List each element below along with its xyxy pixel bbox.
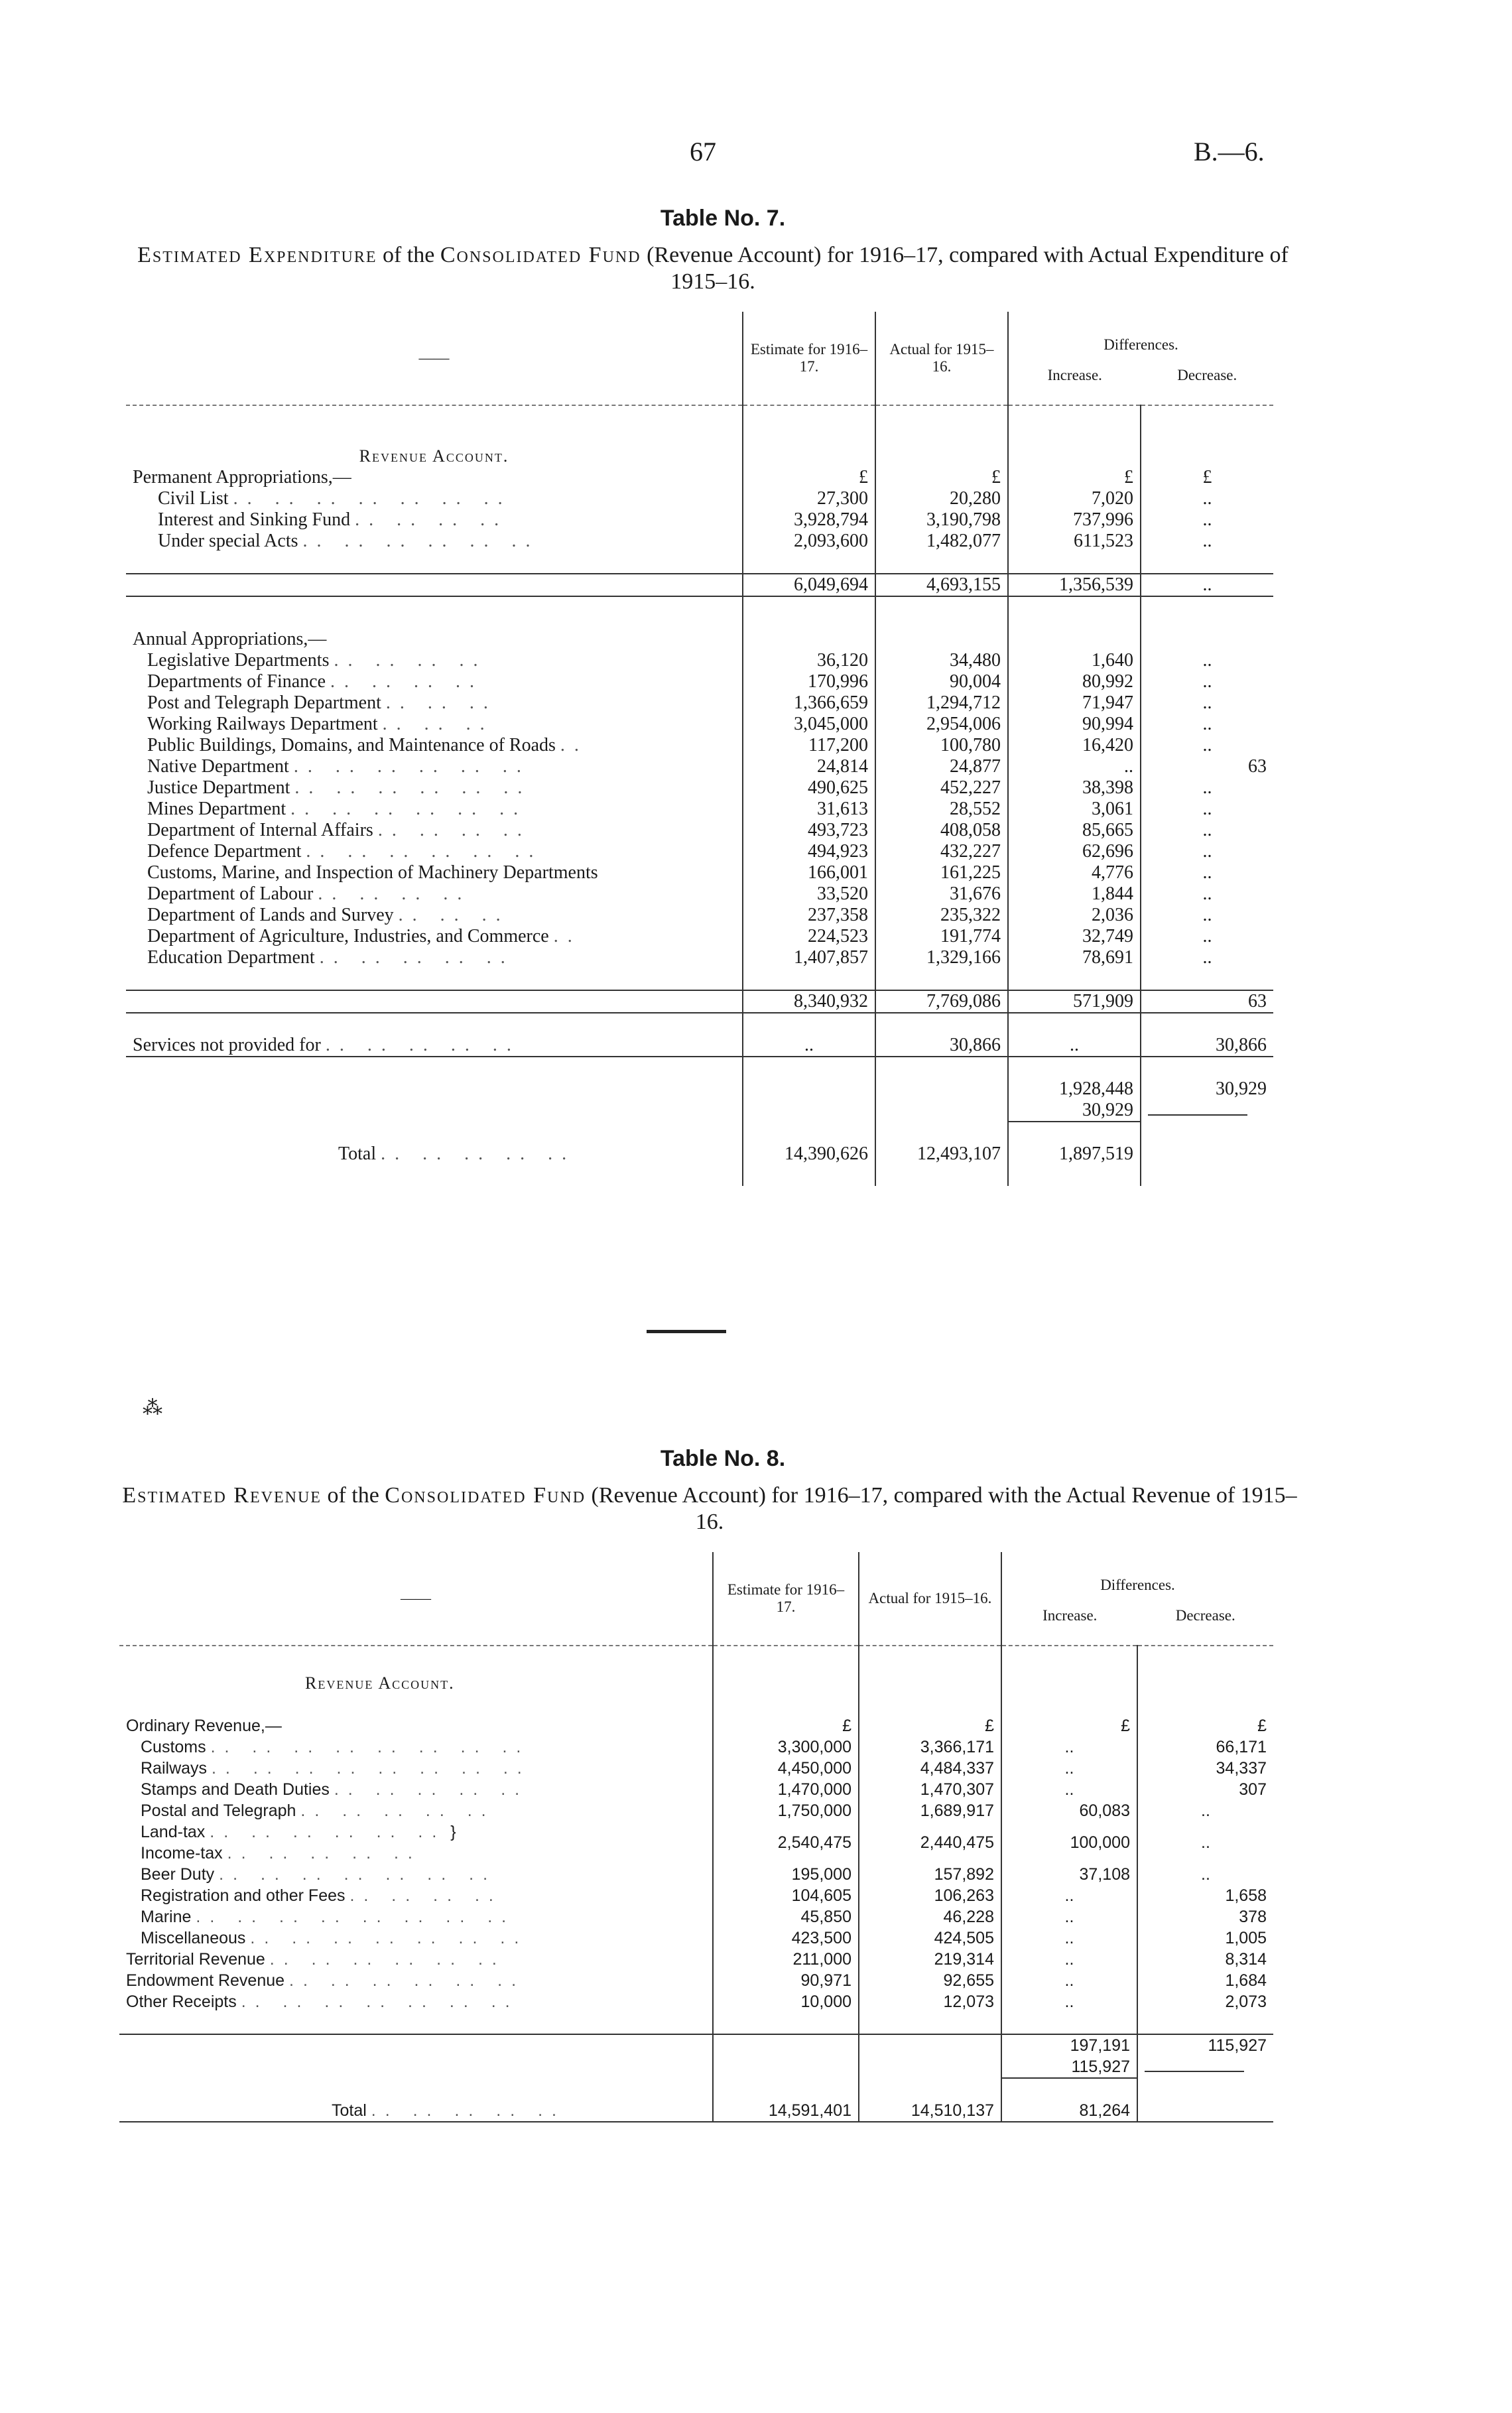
table7 [126,312,1273,1186]
table8-header-estimate: Estimate for 1916–17. [713,1552,859,1646]
table-row: Land-tax .. .. .. .. .. .. } Income-tax .. .. .. .. .. 2,540,475 2,440,475 100,000 .. [119,1821,1273,1864]
table-row: Railways .. .. .. .. .. .. .. .. 4,450,000 4,484,337 .. 34,337 [119,1758,1273,1779]
table-row: Civil List .. .. .. .. .. .. .. 27,300 20,280 7,020 .. [126,488,1273,509]
table-row: Marine .. .. .. .. .. .. .. .. 45,850 46,228 .. 378 [119,1906,1273,1927]
total-label: Total [338,1143,377,1164]
table-row: Public Buildings, Domains, and Maintenance of Roads .. 117,200 100,780 16,420 .. [126,735,1273,756]
table8-header-decrease: Decrease. [1175,1607,1235,1624]
table7-header-decrease: Decrease. [1177,367,1237,383]
subtotal-row: 6,049,694 4,693,155 1,356,539 .. [126,574,1273,596]
table-row: Mines Department .. .. .. .. .. .. 31,613 28,552 3,061 .. [126,799,1273,820]
table-row: Post and Telegraph Department .. .. .. 1,366,659 1,294,712 71,947 .. [126,692,1273,714]
table-row: Defence Department .. .. .. .. .. .. 494,923 432,227 62,696 .. [126,841,1273,862]
unit-increase: £ [1008,467,1141,488]
table-row: Stamps and Death Duties .. .. .. .. .. 1,470,000 1,470,307 .. 307 [119,1779,1273,1800]
difference-less-row: 115,927 [119,2056,1273,2078]
table-row: Interest and Sinking Fund .. .. .. .. 3,928,794 3,190,798 737,996 .. [126,509,1273,531]
table-row: Beer Duty .. .. .. .. .. .. .. 195,000 157,892 37,108 .. [119,1864,1273,1885]
total-row: Total .. .. .. .. .. 14,591,401 14,510,137 81,264 [119,2100,1273,2122]
section-divider [647,1330,726,1333]
ordinary-revenue-label: Ordinary Revenue,— [126,1717,282,1735]
page-header [0,136,1512,176]
difference-sum-row: 197,191 115,927 [119,2034,1273,2056]
annual-appropriations-label: Annual Appropriations,— [133,629,327,649]
table-row: Native Department .. .. .. .. .. .. 24,814 24,877 .. 63 [126,756,1273,777]
total-label: Total [332,2101,367,2120]
services-label: Services not provided for [133,1035,321,1055]
table7-label: Table No. 7. [660,206,786,231]
table-row: Registration and other Fees .. .. .. .. 104,605 106,263 .. 1,658 [119,1885,1273,1906]
row-name: Civil List [158,488,229,509]
table8-label: Table No. 8. [660,1446,786,1471]
stray-mark: ⁂ [143,1397,162,1419]
table-row: Legislative Departments .. .. .. .. 36,120 34,480 1,640 .. [126,650,1273,671]
table-row: Working Railways Department .. .. .. 3,045,000 2,954,006 90,994 .. [126,714,1273,735]
table8-header-increase: Increase. [1042,1607,1098,1624]
unit-actual: £ [875,467,1008,488]
table-row: Other Receipts .. .. .. .. .. .. .. 10,000 12,073 .. 2,073 [119,1991,1273,2012]
table8-header-differences: Differences. [1100,1577,1175,1593]
table-row: Endowment Revenue .. .. .. .. .. .. 90,971 92,655 .. 1,684 [119,1970,1273,1991]
total-row: Total .. .. .. .. .. 14,390,626 12,493,107 1,897,519 [126,1143,1273,1165]
table7-section-heading: Revenue Account. [359,446,509,466]
table7-header-estimate: Estimate for 1916–17. [743,312,875,405]
table-row: Department of Lands and Survey .. .. .. 237,358 235,322 2,036 .. [126,905,1273,926]
unit-estimate: £ [743,467,875,488]
table7-header-differences: Differences. [1103,336,1178,353]
table-row: Justice Department .. .. .. .. .. .. 490,625 452,227 38,398 .. [126,777,1273,799]
table-row: Services not provided for .. .. .. .. .. .. 30,866 .. 30,866 [126,1035,1273,1057]
table8-section-heading: Revenue Account. [305,1673,455,1693]
table-row: Department of Internal Affairs .. .. .. .. 493,723 408,058 85,665 .. [126,820,1273,841]
difference-sum-row: 1,928,448 30,929 [126,1078,1273,1100]
table-row: Under special Acts .. .. .. .. .. .. 2,093,600 1,482,077 611,523 .. [126,531,1273,552]
table-row: Miscellaneous .. .. .. .. .. .. .. 423,500 424,505 .. 1,005 [119,1927,1273,1949]
table-row: Department of Labour .. .. .. .. 33,520 31,676 1,844 .. [126,883,1273,905]
table8: —— Estimate for 1916–17. Actual for 1915–16. Differences. Increase. Decrease. Revenue Account. Ordinary Revenue,— £ £ £ £ Customs .. .. .. .. .. .. .. .. 3,300,000 3,366,171 .. 66,171 Railways .. .. .. .. .. .. .. .. 4,450,000 4,484,337 .. 34,337 Stamps and Death Duties .. .. .. .. .. 1,470,000 1,470,307 .. 307 Postal and Telegraph .. .. .. .. .. 1,750,000 1,689,917 60,083 .. Land-tax .. .. .. .. .. .. } Income-tax .. .. .. .. .. 2,540,475 2,440,475 100,000 .. Beer Duty .. .. .. .. .. .. .. 195,000 157,892 37,108 .. Registration and other Fees .. .. .. .. 104,605 106,263 .. 1,658 Marine .. .. .. .. .. .. .. .. 45,850 46,228 .. 378 Miscellaneous .. .. .. .. .. .. .. 423,500 424,505 .. 1,005 Territorial Revenue .. .. .. .. .. .. 211,000 219,314 .. 8,314 Endowment Revenue .. .. .. .. .. .. 90,971 92,655 .. 1,684 Other Receipts .. .. .. .. .. .. .. 10,000 12,073 .. 2,073 197,191 115,927 115,927 Total .. .. .. .. .. 14,591,401 14,510,137 81,264 [119,1552,1273,2122]
table7-header-blank: —— [418,350,450,366]
subtotal-row: 8,340,932 7,769,086 571,909 63 [126,990,1273,1013]
table7-header-actual: Actual for 1915–16. [875,312,1008,405]
page-number: 67 [690,137,716,166]
table8-header-actual: Actual for 1915–16. [859,1552,1001,1646]
table-row: Education Department .. .. .. .. .. 1,407,857 1,329,166 78,691 .. [126,947,1273,968]
table7-caption: Estimated Expenditure of the Consolidated Fund (Revenue Account) for 1916–17, compared with Actual Expenditure of 1915–16. [137,243,1289,294]
page-reference: B.—6. [1194,137,1265,166]
table-row: Customs, Marine, and Inspection of Machinery Departments 166,001 161,225 4,776 .. [126,862,1273,883]
table7-header-increase: Increase. [1047,367,1102,383]
table-row: Postal and Telegraph .. .. .. .. .. 1,750,000 1,689,917 60,083 .. [119,1800,1273,1821]
table-row: Department of Agriculture, Industries, and Commerce .. 224,523 191,774 32,749 .. [126,926,1273,947]
unit-decrease: £ [1141,467,1273,488]
table-row: Customs .. .. .. .. .. .. .. .. 3,300,000 3,366,171 .. 66,171 [119,1736,1273,1758]
difference-less-row: 30,929 [126,1100,1273,1122]
table-row: Departments of Finance .. .. .. .. 170,996 90,004 80,992 .. [126,671,1273,692]
permanent-appropriations-label: Permanent Appropriations,— [133,467,351,488]
table8-caption: Estimated Revenue of the Consolidated Fund (Revenue Account) for 1916–17, compared with the Actual Revenue of 1915–16. [122,1483,1297,1534]
table8-header-blank: —— [401,1590,431,1606]
table-row: Territorial Revenue .. .. .. .. .. .. 211,000 219,314 .. 8,314 [119,1949,1273,1970]
